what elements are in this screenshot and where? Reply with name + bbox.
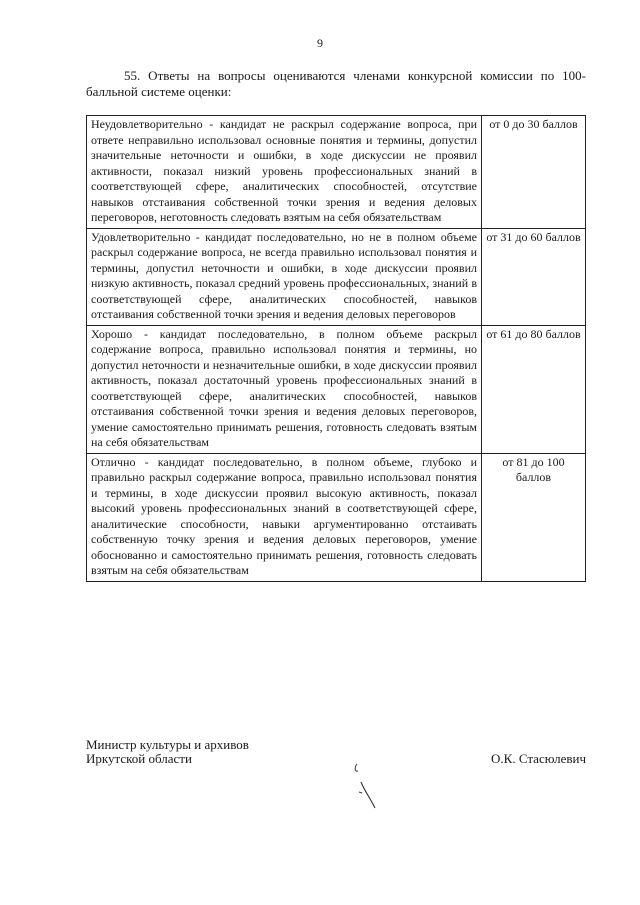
signer-name: О.К. Стасюлевич	[491, 751, 586, 766]
table-row	[87, 453, 586, 581]
scoring-criteria-table	[86, 115, 586, 582]
signature-block	[86, 738, 586, 766]
intro-paragraph: 55. Ответы на вопросы оцениваются членами конкурсной комиссии по 100-балльной системе оценки:	[86, 68, 586, 99]
table-row	[87, 325, 586, 453]
signer-title-line1: Министр культуры и архивов	[86, 737, 249, 752]
handwritten-signature	[345, 762, 385, 812]
criterion-score: от 81 до 100 баллов	[482, 453, 586, 581]
page-number: 9	[317, 36, 323, 50]
criterion-description: Хорошо - кандидат последовательно, в полном объеме раскрыл содержание вопроса, правильно использовал понятия и термины, но допустил неточности и незначительные ошибки, в ходе дискуссии проявил активность, показал достаточный уровень профессиональных знаний в соответствующей сфере, аналитических способностей, навыков отстаивания собственной точки зрения и ведения деловых переговоров, умение самостоятельно принимать решения, готовность следовать взятым на себя обязательствам	[87, 325, 482, 453]
criterion-description: Отлично - кандидат последовательно, в полном объеме, глубоко и правильно раскрыл содержание вопроса, правильно использовал понятия и термины, в ходе дискуссии проявил высокую активность, показал высокий уровень профессиональных знаний в соответствующей сфере, аналитические способности, навыки аргументированно отстаивать собственную точку зрения и ведения деловых переговоров, умение обоснованно и самостоятельно принимать решения, готовность следовать взятым на себя обязательствам	[87, 453, 482, 581]
criterion-score: от 0 до 30 баллов	[482, 116, 586, 229]
criterion-description: Удовлетворительно - кандидат последовательно, но не в полном объеме раскрыл содержание вопроса, не всегда правильно использовал понятия и термины, допустил неточности и ошибки, в ходе дискуссии проявил низкую активность, показал средний уровень профессиональных, знаний в соответствующей сфере, аналитических способностей, навыков отстаивания собственной точки зрения и ведения деловых переговоров	[87, 228, 482, 325]
table-row	[87, 228, 586, 325]
criterion-score: от 61 до 80 баллов	[482, 325, 586, 453]
signer-title-line2: Иркутской области	[86, 751, 192, 766]
criterion-description: Неудовлетворительно - кандидат не раскрыл содержание вопроса, при ответе неправильно использовал основные понятия и термины, допустил значительные неточности и ошибки, в ходе дискуссии не проявил активности, показал низкий уровень профессиональных знаний в соответствующей сфере, аналитических способностей, отсутствие навыков отстаивания собственной точки зрения и ведения деловых переговоров, неготовность следовать взятым на себя обязательствам	[87, 116, 482, 229]
table-row	[87, 116, 586, 229]
criterion-score: от 31 до 60 баллов	[482, 228, 586, 325]
